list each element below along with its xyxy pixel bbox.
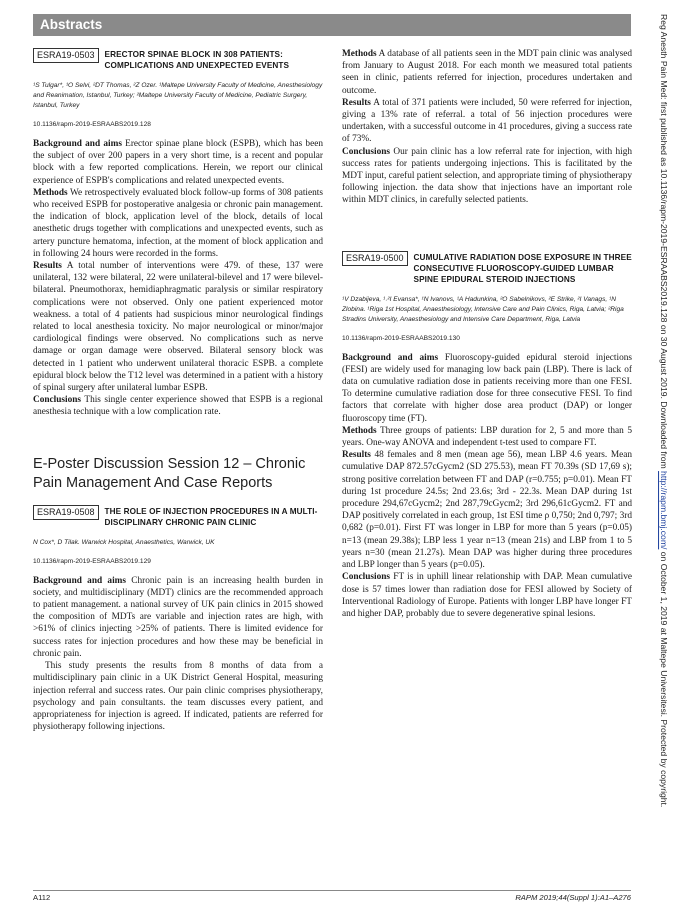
section-header-label: Abstracts <box>40 17 103 32</box>
download-copyright-note <box>651 14 669 886</box>
results-label: Results <box>33 261 62 272</box>
methods-paragraph <box>342 48 632 97</box>
methods-text: Three groups of patients: LBP duration for 2, 5 and more than 5 years. One-way ANOVA and independent t-test used to compare FT. <box>342 425 632 449</box>
background-label: Background and aims <box>33 575 127 586</box>
methods-paragraph <box>33 187 323 260</box>
abstract-id: ESRA19-0500 <box>342 251 408 266</box>
abstract-authors: ¹S Tulgar*, ¹O Selvi, ²DT Thomas, ²Z Ozer. ¹Maltepe University Faculty of Medicine, Anesthesiology and Reanimation, Istanbul, Turkey; ²Maltepe University Faculty of Medicine, Pediatric Surgery, Istanbul, Turkey <box>33 82 323 109</box>
methods-text: We retrospectively evaluated block follow-up forms of 308 patients who received ESPB for postoperative analgesia or chronic pain management. the indication of block, application level of the block, details of local anesthetic drugs together with complications and unexpected events, such as artery puncture hematoma, infection, at the moment of block application and in following 24 hours were recorded in the forms. <box>33 187 323 259</box>
conclusions-text: FT is in uphill linear relationship with DAP. Mean cumulative dose is 57 times lower than radiation dose for FESI allowed by Society of Interventional Radiology of Europe. Patients with longer LBP have longer FT and higher DAP, probably due to severe degenerative spinal lesions. <box>342 572 632 619</box>
abstract-0503 <box>33 48 323 419</box>
abstract-0500 <box>342 251 632 620</box>
abstract-header <box>33 48 323 71</box>
background-label: Background and aims <box>33 139 122 149</box>
background-paragraph <box>33 575 323 660</box>
note-prefix: Reg Anesth Pain Med: first published as 10.1136/rapm-2019-ESRAABS2019.128 on 30 August 2019. Downloaded from <box>659 14 669 472</box>
abstract-id: ESRA19-0508 <box>33 505 99 520</box>
conclusions-paragraph <box>342 571 632 620</box>
left-column <box>33 48 323 733</box>
conclusions-text: Our pain clinic has a low referral rate for injection, with high success rates for patients undergoing injections. This is facilitated by the MDT input, careful patient selection, and appropriate timing of physiotherapy following injection. the data show that injections have an important role within MDT clinics, in carefully selected patients. <box>342 146 632 206</box>
study-paragraph: This study presents the results from 8 months of data from a multidisciplinary pain clinic in a UK District General Hospital, measuring injection referral and success rates. Our pain clinic comprises physiotherapy, psychology and pain consultants. the team discusses every patient, and appropriateness for injection is agreed. If indicated, patients are referred for physiotherapy following injections. <box>33 661 323 733</box>
methods-label: Methods <box>342 49 377 59</box>
abstract-header <box>33 505 323 528</box>
conclusions-paragraph <box>342 146 632 207</box>
background-label: Background and aims <box>342 352 439 363</box>
methods-label: Methods <box>33 187 68 198</box>
methods-label: Methods <box>342 425 377 436</box>
abstract-id: ESRA19-0503 <box>33 48 99 63</box>
conclusions-label: Conclusions <box>33 395 82 406</box>
background-text: Chronic pain is an increasing health burden in society, and multidisciplinary (MDT) clinics are the recommended approach to patient management. a national survey of UK pain clinics in 2015 showed the composition of MDTs are variable and injection rates are high, with >61% of clinics injecting >25% of patients. There is limited evidence for success rates for injection procedures and how these may be beneficial in chronic pain. <box>33 575 323 659</box>
abstract-authors: ¹V Dzabijeva, ¹˒²I Evansa*, ¹N Ivanovs, ¹A Hadunkina, ²O Sabelnikovs, ²E Strike, ²I Vanags, ¹N Zlobina. ¹Riga 1st Hospital, Anaesthesiology, Intensive Care and Pain Clinics, Riga, Latvia; ²Riga Stradins University, Anaesthesiology and Intensive Care Department, Riga, Latvia <box>342 295 624 323</box>
page-footer <box>33 890 631 902</box>
methods-text: A database of all patients seen in the MDT pain clinic was analysed from January to August 2018. For each month we measured total patients seen in clinic, patients referred for injection, procedures undertaken and outcome. <box>342 49 632 96</box>
journal-citation: RAPM 2019;44(Suppl 1):A1–A276 <box>515 893 631 902</box>
background-paragraph <box>33 138 323 187</box>
note-suffix: on October 1, 2019 at Maltepe Universitesi. Protected by copyright. <box>659 549 669 808</box>
methods-paragraph <box>342 425 632 449</box>
conclusions-text: This single center experience showed that ESPB is a regional anesthesia technique with a low complication rate. <box>33 395 323 418</box>
background-text: Erector spinae plane block (ESPB), which has been the subject of over 200 papers in a very short time, is a recent and popular block with a few reported complications. Herein, we report our clinical experience of ESPB's complications and related unexpected events. <box>33 139 323 186</box>
abstract-0508-continued <box>342 48 632 207</box>
abstract-authors: N Cox*, D Tilak. Warwick Hospital, Anaesthetics, Warwick, UK <box>33 538 215 546</box>
results-paragraph <box>33 260 323 394</box>
results-paragraph <box>342 449 632 571</box>
background-paragraph <box>342 352 632 425</box>
abstract-header <box>342 251 632 285</box>
results-text: A total of 371 patients were included, 50 were referred for injection, giving a 13% rate of referral. a total of 56 injection procedures were undertaken, with a successful outcome in 41 procedures, giving a success rate of 73%. <box>342 97 632 145</box>
section-header <box>33 14 631 36</box>
results-text: 48 females and 8 men (mean age 56), mean LBP 4.6 years. Mean cumulative DAP 872.57cGycm2 (SD 275.53), mean FT 70.39s (SD 17,69 s); strong positive correlation between FT and DAP (r=0.755; p=0.01). Mean FT during 1st procedure 24.5s; 2nd 23.6s; 3rd - 22.3s. Mean DAP during 1st procedure 294,67cGycm2; 2nd 287,79cGycm2; 3rd 296,61cGycm2. FT and DAP positively correlated in each group, 1st ESI time ρ 0,750; 2nd 0,797; 3rd 0,682 (p=0.01). First FT was longer in LBP for more than 5 years (p=0.05) n=13 (mean 29.38s); LBP less 1 year n=13 (mean 21s) and LBP from 1 to 5 years n=30 (mean 21.27s). Mean DAP was higher during three procedures and LBP longer than 5 years (p=0.05). <box>342 450 632 571</box>
session-title: E-Poster Discussion Session 12 – Chronic Pain Management And Case Reports <box>33 455 306 491</box>
results-label: Results <box>342 97 371 108</box>
abstract-doi: 10.1136/rapm-2019-ESRAABS2019.130 <box>342 334 460 342</box>
background-text: Fluoroscopy-guided epidural steroid injections (FESI) are widely used for managing low back pain (LBP). There is lack of data on cumulative radiation dose in patients receiving more than one FESI. To determine cumulative radiation dose for three consecutive FESI. To find factors that correlate with higher dose area product (DAP) or longer fluoroscopy time (FT). <box>342 352 632 424</box>
abstract-title: CUMULATIVE RADIATION DOSE EXPOSURE IN THREE CONSECUTIVE FLUOROSCOPY-GUIDED LUMBAR SPINE EPIDURAL STEROID INJECTIONS <box>413 252 632 284</box>
abstract-title: ERECTOR SPINAE BLOCK IN 308 PATIENTS: COMPLICATIONS AND UNEXPECTED EVENTS <box>104 50 290 70</box>
page-number: A112 <box>33 893 51 902</box>
abstract-title: THE ROLE OF INJECTION PROCEDURES IN A MULTI-DISCIPLINARY CHRONIC PAIN CLINIC <box>104 506 318 527</box>
conclusions-paragraph <box>33 394 323 418</box>
conclusions-label: Conclusions <box>342 572 391 583</box>
results-label: Results <box>342 450 371 461</box>
journal-link[interactable]: http://rapm.bmj.com/ <box>659 471 669 550</box>
abstract-doi: 10.1136/rapm-2019-ESRAABS2019.128 <box>33 121 151 128</box>
abstract-0508 <box>33 505 323 734</box>
right-column <box>342 48 632 620</box>
conclusions-label: Conclusions <box>342 146 391 157</box>
results-text: A total number of interventions were 479. of these, 137 were unilateral, 132 were bilateral, 22 were unilateral-bilevel and 17 were bilevel-bilateral. Pneumothorax, hemidiaphragmatic paralysis or similar respiratory complications were not observed. Only one patient experienced motor weakness. a total of 4 patients had suspicious minor neurological findings related to local anesthesia toxicity. No major neurological or minor/major cardiological findings were observed. No complications such as nerve damage or organ damage were observed. Bilateral sensory block was detected in 1 patient who underwent unilateral thoracic ESPB. a complete epidural block below the T12 level was determined in a patient with a history of spinal surgery after unilateral lumbar ESPB. <box>33 261 323 394</box>
results-paragraph <box>342 97 632 146</box>
abstract-doi: 10.1136/rapm-2019-ESRAABS2019.129 <box>33 557 151 565</box>
